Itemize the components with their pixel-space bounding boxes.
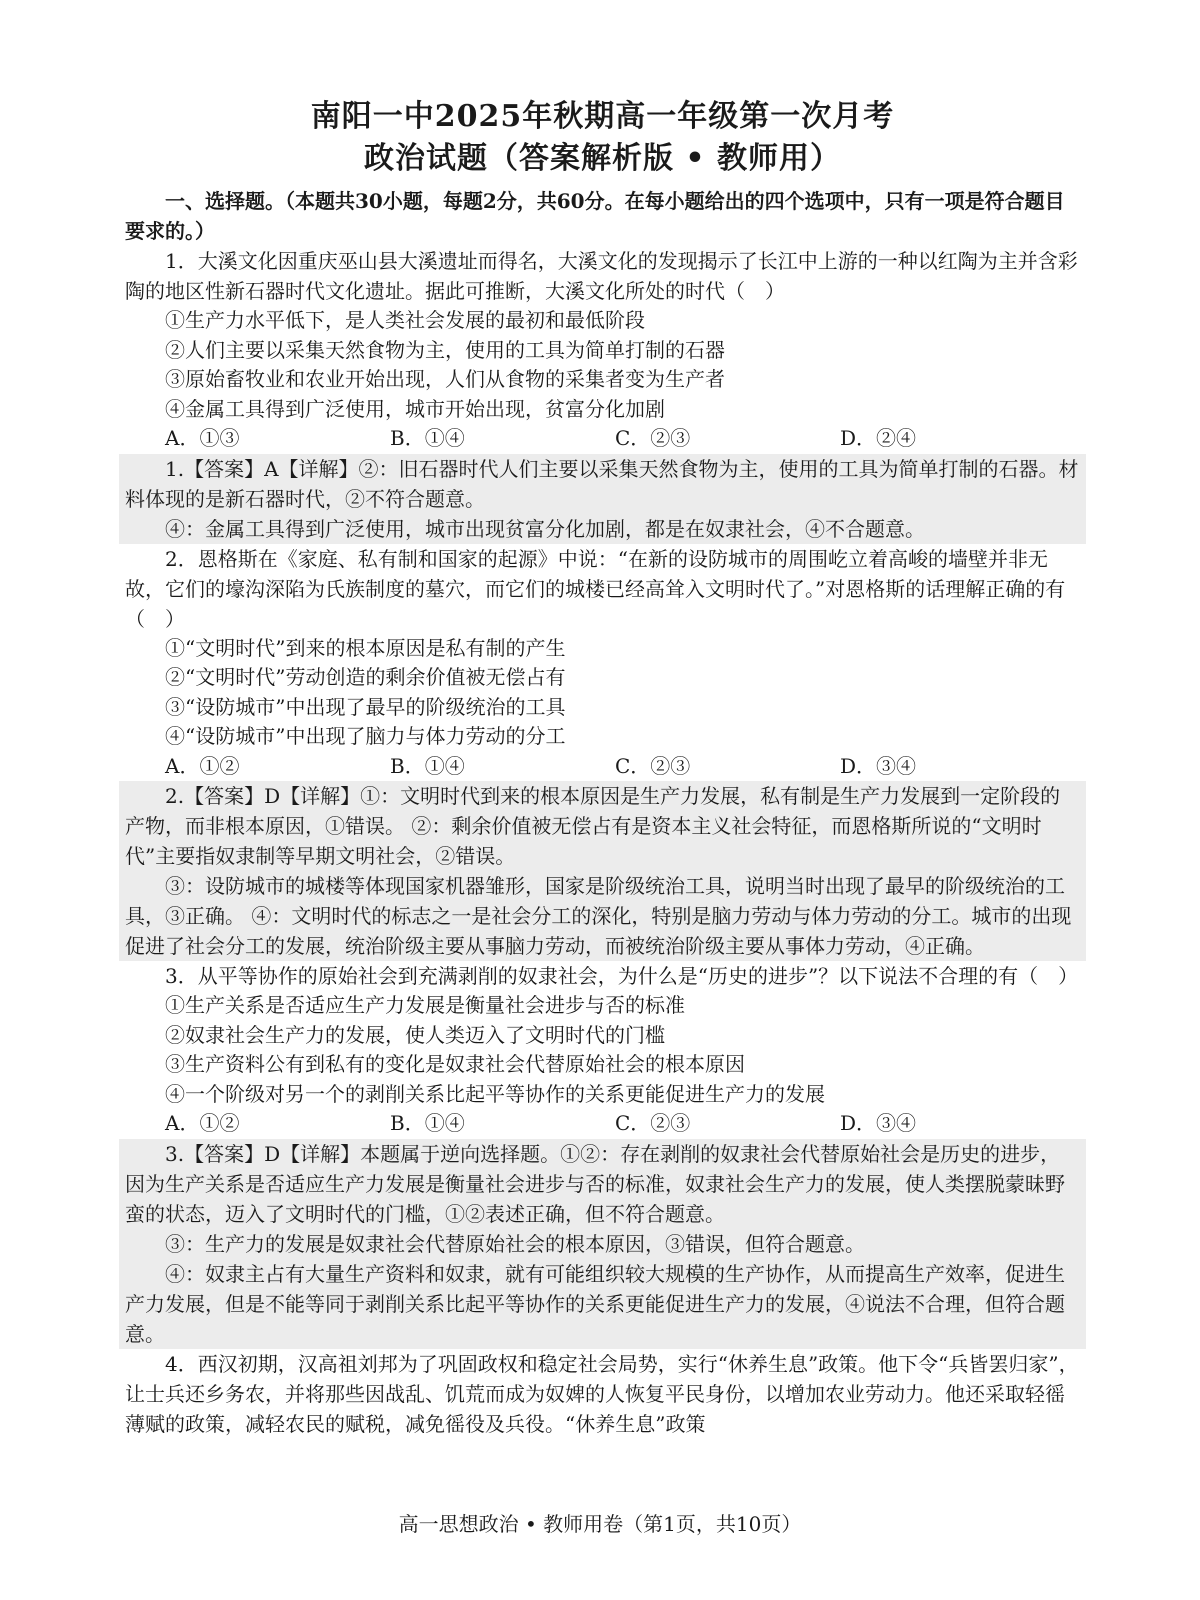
q1-answer-2: ④：金属工具得到广泛使用，城市出现贫富分化加剧，都是在奴隶社会，④不合题意。 [165,516,925,541]
q2-stem: 2．恩格斯在《家庭、私有制和国家的起源》中说：“在新的设防城市的周围屹立着高峻的墙壁并非无故，它们的壕沟深陷为氏族制度的墓穴，而它们的城楼已经高耸入文明时代了。”对恩格斯的话理解正确的有（ ） [125,546,1066,631]
q2-option-1: ①“文明时代”到来的根本原因是私有制的产生 [165,635,566,660]
q2-option-3: ③“设防城市”中出现了最早的阶级统治的工具 [165,694,566,719]
q2-choice-a: A．①② [165,753,240,778]
title-line-1: 南阳一中2025年秋期高一年级第一次月考 [310,99,895,134]
exam-title [125,96,1080,180]
q3-choices [125,1109,1080,1139]
q2-answer-1: 2.【答案】D【详解】①：文明时代到来的根本原因是生产力发展，私有制是生产力发展到一定阶段的产物，而非根本原因，①错误。 ②：剩余价值被无偿占有是资本主义社会特征，而恩格斯所说的“文明时代”主要指奴隶制等早期文明社会，②错误。 [125,784,1061,868]
q3-choice-c: C．②③ [615,1111,691,1135]
q3-choice-b: B．①④ [390,1111,465,1135]
q2-choice-b: B．①④ [390,753,465,778]
title-line-2: 政治试题（答案解析版 • 教师用） [363,141,842,176]
q2-choice-c: C．②③ [615,753,691,778]
q1-stem: 1．大溪文化因重庆巫山县大溪遗址而得名，大溪文化的发现揭示了长江中上游的一种以红陶为主并含彩陶的地区性新石器时代文化遗址。据此可推断，大溪文化所处的时代（ ） [125,249,1078,303]
q2-answer-2: ③：设防城市的城楼等体现国家机器雏形，国家是阶级统治工具，说明当时出现了最早的阶级统治的工具，③正确。 ④：文明时代的标志之一是社会分工的深化，特别是脑力劳动与体力劳动的分工。城市的出现促进了社会分工的发展，统治阶级主要从事脑力劳动，而被统治阶级主要从事体力劳动，④正确。 [125,874,1072,958]
q3-option-1: ①生产关系是否适应生产力发展是衡量社会进步与否的标准 [165,993,685,1017]
q2-answer-block [119,781,1086,961]
q4-stem: 4．西汉初期，汉高祖刘邦为了巩固政权和稳定社会局势，实行“休养生息”政策。他下令“兵皆罢归家”，让士兵还乡务农，并将那些因战乱、饥荒而成为奴婢的人恢复平民身份，以增加农业劳动力。他还采取轻徭薄赋的政策，减轻农民的赋税，减免徭役及兵役。“休养生息”政策 [125,1351,1079,1436]
q1-option-2: ②人们主要以采集天然食物为主，使用的工具为简单打制的石器 [165,337,725,362]
q1-option-1: ①生产力水平低下，是人类社会发展的最初和最低阶段 [165,308,645,332]
q3-option-2: ②奴隶社会生产力的发展，使人类迈入了文明时代的门槛 [165,1022,665,1047]
q2-option-2: ②“文明时代”劳动创造的剩余价值被无偿占有 [165,665,566,689]
q3-answer-2: ③：生产力的发展是奴隶社会代替原始社会的根本原因，③错误，但符合题意。 [165,1231,865,1256]
q1-option-3: ③原始畜牧业和农业开始出现，人们从食物的采集者变为生产者 [165,367,725,391]
q1-choice-a: A．①③ [165,426,240,450]
q3-choice-d: D．③④ [840,1111,917,1135]
q1-answer-block [119,454,1086,544]
q2-choices [125,752,1080,782]
section-heading: 一、选择题。（本题共30小题，每题2分，共60分。在每小题给出的四个选项中，只有一项是符合题目要求的。） [125,189,1065,243]
q3-answer-block [119,1139,1086,1349]
q1-choice-b: B．①④ [390,426,465,450]
q1-answer-1: 1.【答案】A【详解】②：旧石器时代人们主要以采集天然食物为主，使用的工具为简单打制的石器。材料体现的是新石器时代，②不符合题意。 [125,456,1079,511]
page-footer: 高一思想政治 • 教师用卷（第1页，共10页） [398,1512,802,1536]
q3-answer-1: 3.【答案】D【详解】本题属于逆向选择题。①②：存在剥削的奴隶社会代替原始社会是历史的进步，因为生产关系是否适应生产力发展是衡量社会进步与否的标准，奴隶社会生产力的发展，使人类摆脱蒙昧野蛮的状态，迈入了文明时代的门槛，①②表述正确，但不符合题意。 [125,1141,1065,1226]
q1-option-4: ④金属工具得到广泛使用，城市开始出现，贫富分化加剧 [165,396,665,421]
q1-choice-d: D．②④ [840,426,917,450]
q2-choice-d: D．③④ [840,753,917,778]
q3-option-3: ③生产资料公有到私有的变化是奴隶社会代替原始社会的根本原因 [165,1052,745,1076]
q2-option-4: ④“设防城市”中出现了脑力与体力劳动的分工 [165,724,566,748]
q3-option-4: ④一个阶级对另一个的剥削关系比起平等协作的关系更能促进生产力的发展 [165,1081,825,1106]
q3-answer-3: ④：奴隶主占有大量生产资料和奴隶，就有可能组织较大规模的生产协作，从而提高生产效率，促进生产力发展，但是不能等同于剥削关系比起平等协作的关系更能促进生产力的发展，④说法不合理，但符合题意。 [125,1261,1065,1346]
q1-choice-c: C．②③ [615,426,691,450]
q3-choice-a: A．①② [165,1111,240,1135]
q3-stem: 3．从平等协作的原始社会到充满剥削的奴隶社会，为什么是“历史的进步”？以下说法不合理的有（ ） [165,964,1079,988]
q1-choices [125,424,1080,454]
